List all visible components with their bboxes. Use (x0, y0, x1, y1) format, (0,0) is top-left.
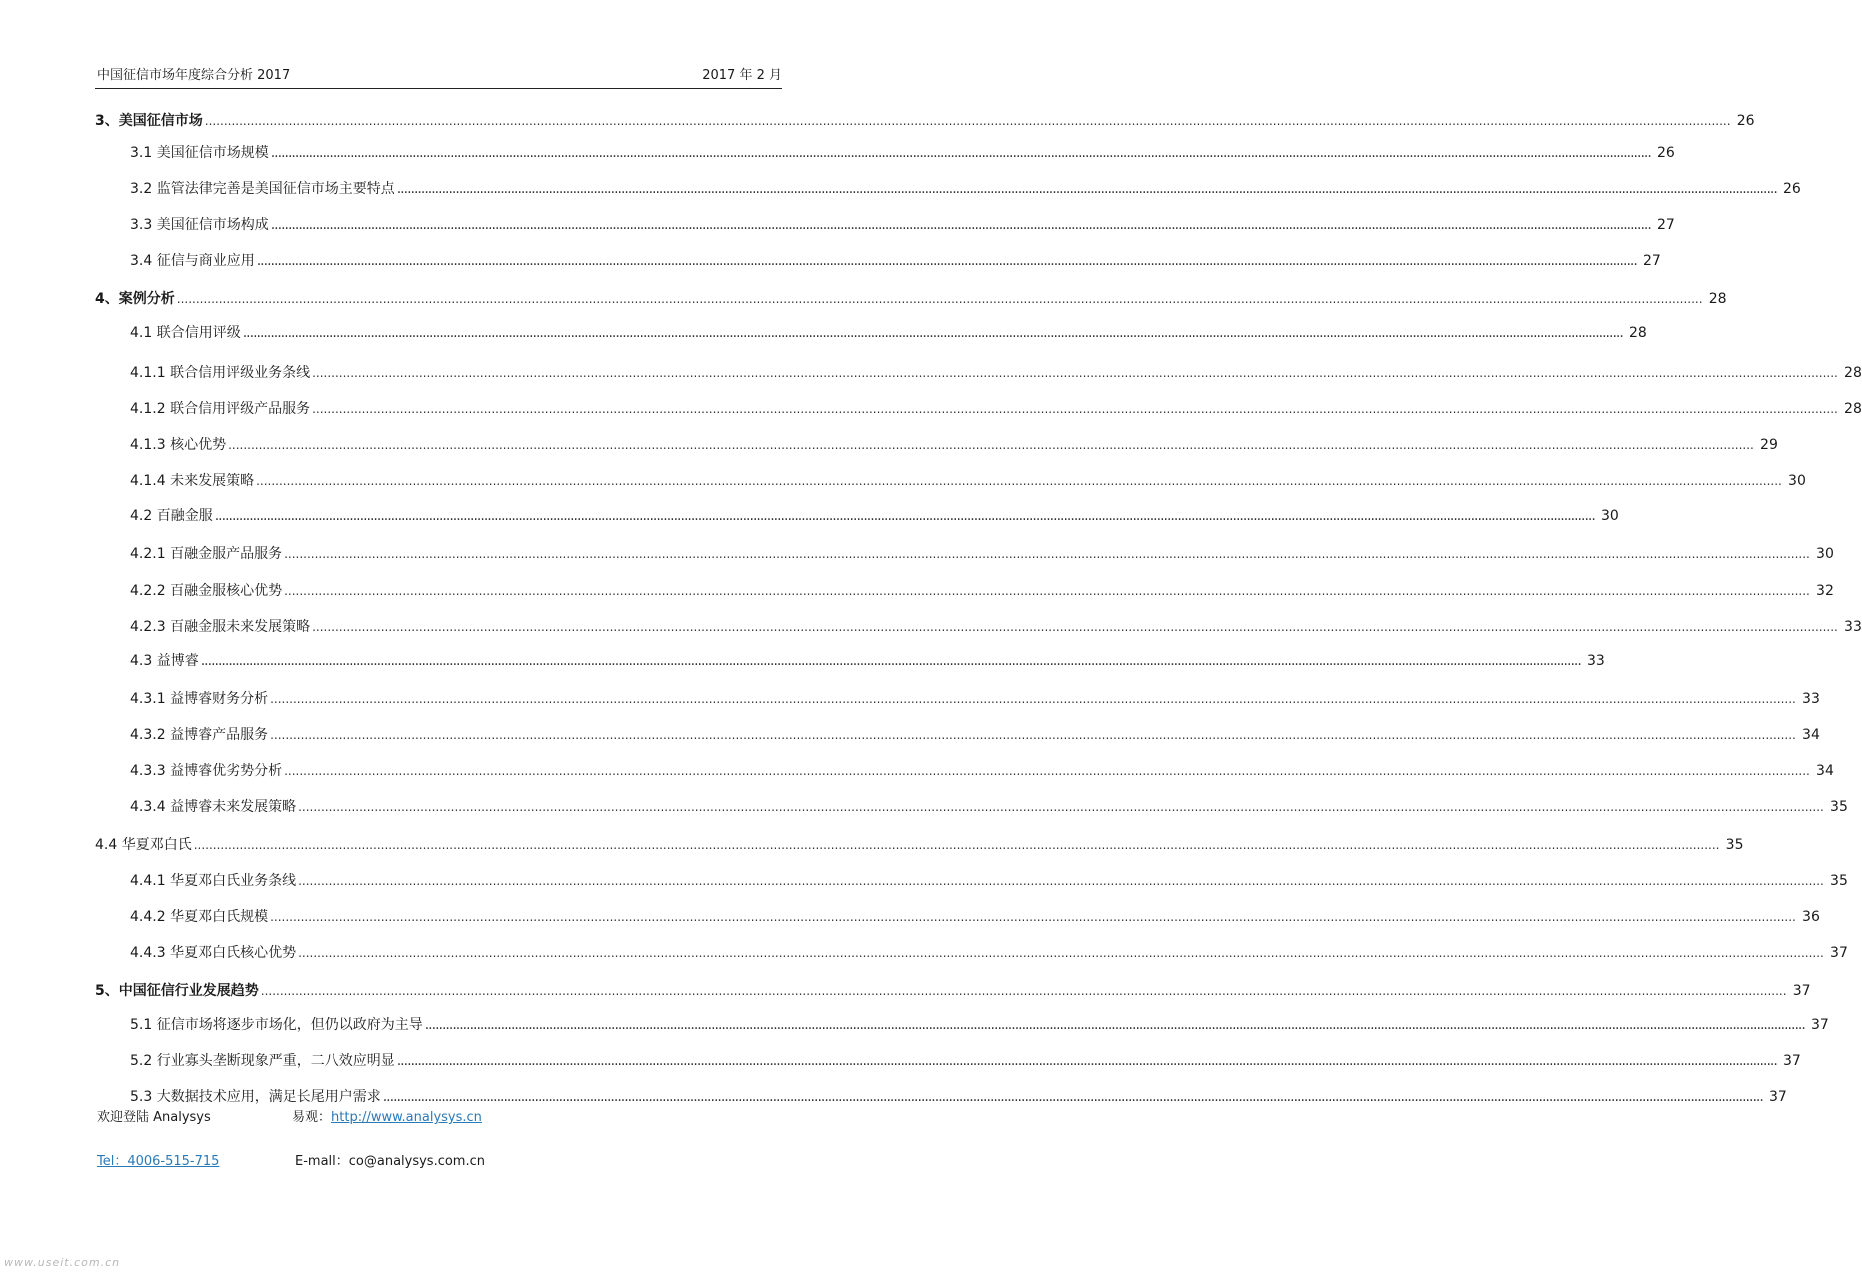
toc-leader-dots: ................................................................................................................................................................................................................................................................................................................................................................................................................ (256, 474, 1782, 488)
toc-entry-title: 4.2.2 百融金服核心优势 (130, 583, 283, 599)
footer-tel-link[interactable]: Tel：4006-515-715 (97, 1154, 220, 1169)
toc-entry-title: 4.4.2 华夏邓白氏规模 (130, 909, 269, 925)
toc-entry-page: 37 (1792, 983, 1811, 999)
toc-entry-page: 34 (1816, 763, 1834, 779)
toc-entry-title: 4.1.4 未来发展策略 (130, 473, 255, 489)
toc-entry-page: 35 (1830, 873, 1848, 889)
toc-entry[interactable] (130, 870, 1848, 892)
toc-leader-dots: ................................................................................................................................................................................................................................................................................................................................................................................................................ (298, 946, 1824, 960)
toc-entry[interactable] (130, 760, 1834, 782)
toc-leader-dots: ................................................................................................................................................................................................................................................................................................................................................................................................................ (284, 547, 1810, 561)
toc-entry-page: 28 (1628, 325, 1647, 341)
toc-entry[interactable] (130, 650, 1605, 672)
toc-entry-title: 5.1 征信市场将逐步市场化，但仍以政府为主导 (130, 1017, 423, 1033)
footer-yiguan-label: 易观： (292, 1110, 332, 1125)
toc-entry-title: 4.3.1 益博睿财务分析 (130, 691, 269, 707)
toc-entry[interactable] (130, 214, 1675, 236)
toc-leader-dots: ................................................................................................................................................................................................................................................................................................................................................................................................................ (200, 653, 1581, 669)
toc-leader-dots: ................................................................................................................................................................................................................................................................................................................................................................................................................ (298, 800, 1824, 814)
toc-entry-title: 3、美国征信市场 (95, 113, 203, 129)
toc-entry-page: 33 (1802, 691, 1820, 707)
toc-entry-title: 3.1 美国征信市场规模 (130, 145, 269, 161)
toc-entry[interactable] (130, 1014, 1829, 1036)
toc-leader-dots: ................................................................................................................................................................................................................................................................................................................................................................................................................ (270, 692, 1796, 706)
toc-entry-title: 4.2.3 百融金服未来发展策略 (130, 619, 311, 635)
toc-entry-page: 36 (1802, 909, 1820, 925)
toc-entry-title: 4.1.3 核心优势 (130, 437, 227, 453)
toc-leader-dots: ................................................................................................................................................................................................................................................................................................................................................................................................................ (312, 620, 1838, 634)
toc-entry[interactable] (130, 616, 1862, 638)
toc-entry-title: 4.4 华夏邓白氏 (95, 837, 192, 853)
toc-entry[interactable] (95, 288, 1727, 310)
toc-entry-page: 27 (1642, 253, 1661, 269)
toc-entry-page: 27 (1656, 217, 1675, 233)
toc-entry-page: 37 (1810, 1017, 1829, 1033)
toc-entry-title: 3.2 监管法律完善是美国征信市场主要特点 (130, 181, 395, 197)
toc-entry-page: 34 (1802, 727, 1820, 743)
toc-leader-dots: ................................................................................................................................................................................................................................................................................................................................................................................................................ (298, 874, 1824, 888)
toc-entry[interactable] (130, 688, 1820, 710)
toc-entry[interactable] (130, 796, 1848, 818)
toc-entry-page: 33 (1586, 653, 1605, 669)
toc-entry[interactable] (130, 942, 1848, 964)
toc-entry-title: 4.2.1 百融金服产品服务 (130, 546, 283, 562)
toc-entry[interactable] (95, 110, 1755, 132)
toc-entry[interactable] (130, 505, 1619, 527)
toc-entry-title: 4、案例分析 (95, 291, 175, 307)
toc-leader-dots: ................................................................................................................................................................................................................................................................................................................................................................................................................ (284, 584, 1810, 598)
toc-leader-dots: ................................................................................................................................................................................................................................................................................................................................................................................................................ (382, 1089, 1763, 1105)
toc-leader-dots: ................................................................................................................................................................................................................................................................................................................................................................................................................ (204, 114, 1731, 128)
toc-entry[interactable] (95, 834, 1744, 856)
toc-entry[interactable] (130, 580, 1834, 602)
toc-leader-dots: ................................................................................................................................................................................................................................................................................................................................................................................................................ (260, 984, 1787, 998)
toc-leader-dots: ................................................................................................................................................................................................................................................................................................................................................................................................................ (396, 1053, 1777, 1069)
toc-entry[interactable] (130, 322, 1647, 344)
toc-entry[interactable] (130, 906, 1820, 928)
toc-entry-page: 33 (1844, 619, 1862, 635)
toc-entry-page: 26 (1782, 181, 1801, 197)
toc-entry-title: 4.1 联合信用评级 (130, 325, 241, 341)
toc-entry[interactable] (130, 1050, 1801, 1072)
toc-entry-title: 4.1.1 联合信用评级业务条线 (130, 365, 311, 381)
toc-entry-page: 28 (1844, 365, 1862, 381)
toc-entry[interactable] (130, 724, 1820, 746)
toc-leader-dots: ................................................................................................................................................................................................................................................................................................................................................................................................................ (228, 438, 1754, 452)
toc-entry-title: 5.2 行业寡头垄断现象严重，二八效应明显 (130, 1053, 395, 1069)
footer-yiguan (292, 1106, 482, 1125)
toc-entry[interactable] (130, 470, 1806, 492)
toc-leader-dots: ................................................................................................................................................................................................................................................................................................................................................................................................................ (396, 181, 1777, 197)
toc-entry-title: 4.4.1 华夏邓白氏业务条线 (130, 873, 297, 889)
toc-entry-page: 37 (1782, 1053, 1801, 1069)
toc-entry-title: 3.3 美国征信市场构成 (130, 217, 269, 233)
toc-entry[interactable] (130, 178, 1801, 200)
toc-leader-dots: ................................................................................................................................................................................................................................................................................................................................................................................................................ (270, 145, 1651, 161)
toc-leader-dots: ................................................................................................................................................................................................................................................................................................................................................................................................................ (256, 253, 1637, 269)
toc-entry[interactable] (130, 1086, 1787, 1108)
toc-entry-page: 37 (1830, 945, 1848, 961)
toc-entry[interactable] (130, 398, 1862, 420)
toc-entry-page: 28 (1708, 291, 1727, 307)
toc-entry-page: 30 (1788, 473, 1806, 489)
toc-entry-title: 4.3.3 益博睿优劣势分析 (130, 763, 283, 779)
toc-entry[interactable] (130, 434, 1778, 456)
toc-entry[interactable] (95, 980, 1811, 1002)
header-title: 中国征信市场年度综合分析 2017 (97, 68, 291, 83)
toc-entry-title: 4.2 百融金服 (130, 508, 213, 524)
toc-entry[interactable] (130, 362, 1862, 384)
toc-entry-page: 26 (1736, 113, 1755, 129)
toc-leader-dots: ................................................................................................................................................................................................................................................................................................................................................................................................................ (242, 325, 1623, 341)
toc-entry-title: 4.1.2 联合信用评级产品服务 (130, 401, 311, 417)
watermark: www.useit.com.cn (4, 1256, 121, 1269)
footer-email: E-mall：co@analysys.com.cn (295, 1154, 485, 1169)
toc-leader-dots: ................................................................................................................................................................................................................................................................................................................................................................................................................ (270, 910, 1796, 924)
toc-entry-title: 5.3 大数据技术应用，满足长尾用户需求 (130, 1089, 381, 1105)
toc-leader-dots: ................................................................................................................................................................................................................................................................................................................................................................................................................ (193, 838, 1720, 852)
toc-leader-dots: ................................................................................................................................................................................................................................................................................................................................................................................................................ (424, 1017, 1805, 1033)
toc-entry-page: 35 (1830, 799, 1848, 815)
toc-leader-dots: ................................................................................................................................................................................................................................................................................................................................................................................................................ (312, 402, 1838, 416)
toc-entry-title: 4.3.2 益博睿产品服务 (130, 727, 269, 743)
toc-leader-dots: ................................................................................................................................................................................................................................................................................................................................................................................................................ (270, 217, 1651, 233)
toc-entry-page: 37 (1768, 1089, 1787, 1105)
toc-leader-dots: ................................................................................................................................................................................................................................................................................................................................................................................................................ (284, 764, 1810, 778)
toc-entry-title: 4.4.3 华夏邓白氏核心优势 (130, 945, 297, 961)
toc-entry[interactable] (130, 250, 1661, 272)
toc-entry-page: 26 (1656, 145, 1675, 161)
page-header (95, 66, 782, 89)
toc-leader-dots: ................................................................................................................................................................................................................................................................................................................................................................................................................ (312, 366, 1838, 380)
header-date: 2017 年 2 月 (702, 68, 782, 83)
toc-entry-page: 28 (1844, 401, 1862, 417)
toc-entry-page: 35 (1725, 837, 1744, 853)
toc-entry-title: 5、中国征信行业发展趋势 (95, 983, 259, 999)
toc-entry[interactable] (130, 142, 1675, 164)
toc-entry-title: 3.4 征信与商业应用 (130, 253, 255, 269)
toc-entry-page: 32 (1816, 583, 1834, 599)
toc-entry-title: 4.3 益博睿 (130, 653, 199, 669)
toc-leader-dots: ................................................................................................................................................................................................................................................................................................................................................................................................................ (176, 292, 1703, 306)
footer-yiguan-link[interactable]: http://www.analysys.cn (331, 1110, 482, 1125)
toc-entry-page: 30 (1816, 546, 1834, 562)
toc-entry-page: 30 (1600, 508, 1619, 524)
footer-welcome: 欢迎登陆 Analysys (97, 1110, 211, 1125)
toc-entry-title: 4.3.4 益博睿未来发展策略 (130, 799, 297, 815)
toc-leader-dots: ................................................................................................................................................................................................................................................................................................................................................................................................................ (270, 728, 1796, 742)
toc-entry[interactable] (130, 543, 1834, 565)
toc-leader-dots: ................................................................................................................................................................................................................................................................................................................................................................................................................ (214, 508, 1595, 524)
toc-entry-page: 29 (1760, 437, 1778, 453)
